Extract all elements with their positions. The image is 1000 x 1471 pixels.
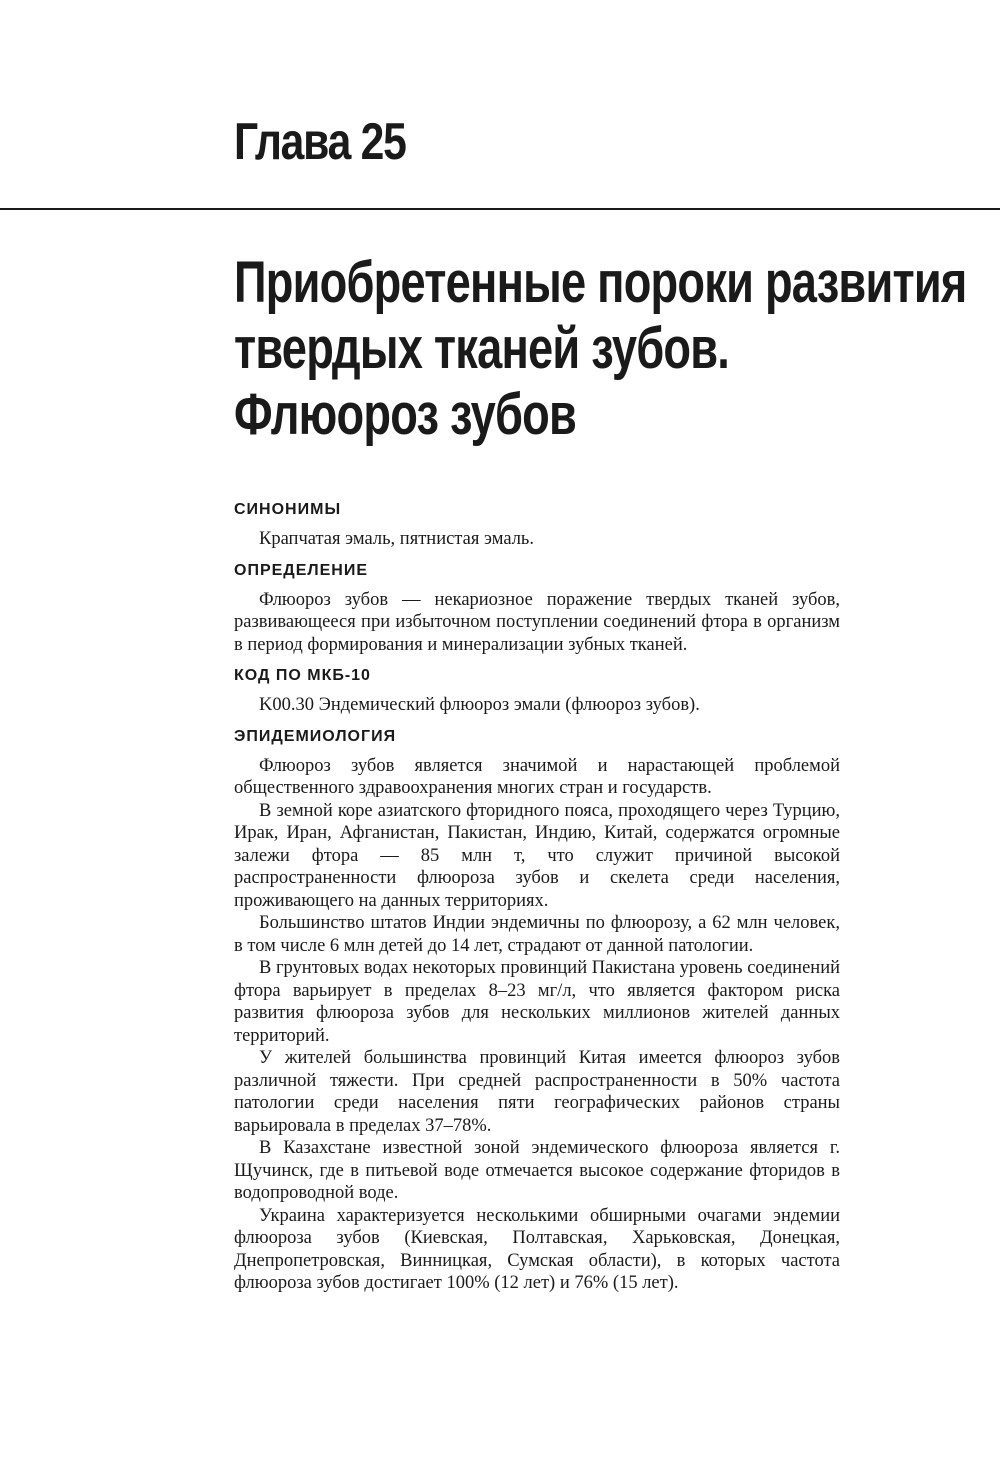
chapter-title-line: твердых тканей зубов. bbox=[234, 316, 730, 381]
definition-text: Флюороз зубов — некариозное поражение твердых тканей зубов, развивающееся при избыточном поступлении соединений фтора в организм в период формирования и минерализации зубных тканей. bbox=[234, 589, 840, 655]
chapter-divider bbox=[0, 208, 1000, 210]
section-heading-icd: КОД ПО МКБ-10 bbox=[234, 667, 371, 684]
epidemiology-paragraph: Большинство штатов Индии эндемичны по флюорозу, а 62 млн человек, в том числе 6 млн детей до 14 лет, страдают от данной патологии. bbox=[234, 913, 840, 956]
chapter-title bbox=[234, 250, 967, 448]
epidemiology-paragraph: Украина характеризуется несколькими обширными очагами эндемии флюороза зубов (Киевская, Полтавская, Харьковская, Донецкая, Днепропетровская, Винницкая, Сумская области), в которых частота флюороза зубов достигает 100% (12 лет) и 76% (15 лет). bbox=[234, 1205, 840, 1293]
epidemiology-paragraph: В Казахстане известной зоной эндемического флюороза является г. Щучинск, где в питьевой воде отмечается высокое содержание фторидов в водопроводной воде. bbox=[234, 1138, 840, 1203]
epidemiology-paragraph: В земной коре азиатского фторидного пояса, проходящего через Турцию, Ирак, Иран, Афганистан, Пакистан, Индию, Китай, содержатся огромные залежи фтора — 85 млн т, что служит причиной высокой распространенности флюороза зубов и скелета среди населения, проживающего на данных территориях. bbox=[234, 800, 840, 911]
chapter-body bbox=[234, 498, 840, 1295]
epidemiology-paragraph: Флюороз зубов является значимой и нарастающей проблемой общественного здравоохранения многих стран и государств. bbox=[234, 755, 840, 798]
chapter-title-line: Приобретенные пороки развития bbox=[234, 250, 967, 315]
chapter-label: Глава 25 bbox=[234, 113, 406, 171]
epidemiology-paragraph: В грунтовых водах некоторых провинций Пакистана уровень соединений фтора варьирует в пределах 8–23 мг/л, что является фактором риска развития флюороза зубов для нескольких миллионов жителей данных территорий. bbox=[234, 958, 840, 1046]
section-heading-definition: ОПРЕДЕЛЕНИЕ bbox=[234, 561, 368, 579]
chapter-title-line: Флюороз зубов bbox=[234, 382, 577, 447]
section-heading-epidemiology: ЭПИДЕМИОЛОГИЯ bbox=[234, 727, 397, 745]
synonyms-text: Крапчатая эмаль, пятнистая эмаль. bbox=[259, 529, 534, 549]
icd-code-text: K00.30 Эндемический флюороз эмали (флюороз зубов). bbox=[259, 695, 700, 715]
epidemiology-paragraph: У жителей большинства провинций Китая имеется флюороз зубов различной тяжести. При средней распространенности в 50% частота патологии среди населения пяти географических районов страны варьировала в пределах 37–78%. bbox=[234, 1048, 840, 1136]
section-heading-synonyms: СИНОНИМЫ bbox=[234, 501, 342, 518]
